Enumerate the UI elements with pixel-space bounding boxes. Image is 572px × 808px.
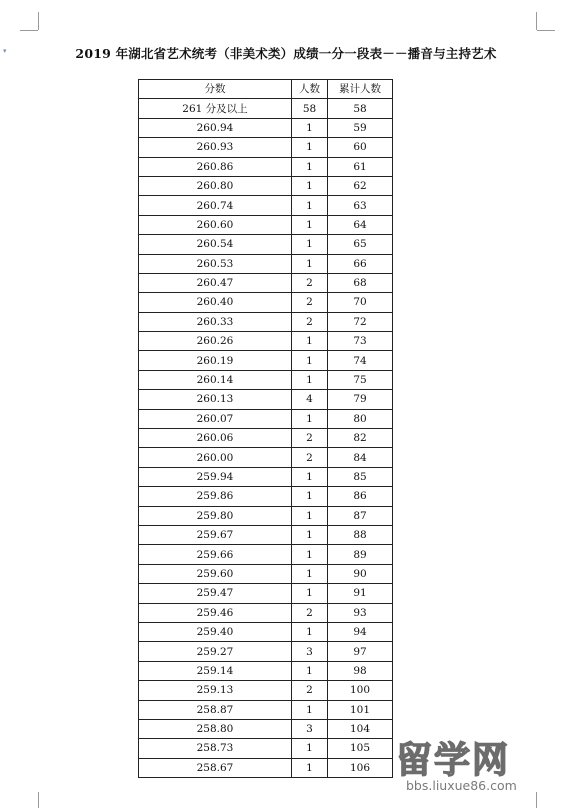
crop-mark-top-right xyxy=(536,12,537,30)
cumulative-cell: 75 xyxy=(328,370,393,389)
count-cell: 2 xyxy=(292,603,328,622)
score-cell: 260.40 xyxy=(139,293,292,312)
count-cell: 1 xyxy=(292,700,328,719)
score-cell: 259.40 xyxy=(139,622,292,641)
table-row xyxy=(139,273,393,292)
count-cell: 1 xyxy=(292,176,328,195)
table-row xyxy=(139,312,393,331)
header-score: 分数 xyxy=(139,80,292,99)
header-count: 人数 xyxy=(292,80,328,99)
table-row xyxy=(139,196,393,215)
score-cell: 260.60 xyxy=(139,215,292,234)
count-cell: 1 xyxy=(292,118,328,137)
count-cell: 1 xyxy=(292,215,328,234)
paragraph-marker-icon: ▾ xyxy=(3,47,7,55)
table-row xyxy=(139,681,393,700)
crop-mark-top-right xyxy=(537,30,555,31)
table-row xyxy=(139,215,393,234)
score-cell: 259.27 xyxy=(139,642,292,661)
score-cell: 260.93 xyxy=(139,138,292,157)
cumulative-cell: 80 xyxy=(328,409,393,428)
table-row xyxy=(139,293,393,312)
crop-mark-top-left xyxy=(38,12,39,30)
table-row xyxy=(139,603,393,622)
count-cell: 2 xyxy=(292,429,328,448)
cumulative-cell: 85 xyxy=(328,467,393,486)
crop-mark-bottom-left xyxy=(38,792,39,808)
table-row xyxy=(139,487,393,506)
score-cell: 259.60 xyxy=(139,564,292,583)
score-cell: 260.47 xyxy=(139,273,292,292)
score-cell: 259.94 xyxy=(139,467,292,486)
count-cell: 1 xyxy=(292,525,328,544)
site-watermark xyxy=(396,732,572,808)
count-cell: 1 xyxy=(292,351,328,370)
table-row xyxy=(139,545,393,564)
cumulative-cell: 74 xyxy=(328,351,393,370)
count-cell: 1 xyxy=(292,487,328,506)
count-cell: 3 xyxy=(292,719,328,738)
score-cell: 260.07 xyxy=(139,409,292,428)
table-row xyxy=(139,332,393,351)
count-cell: 2 xyxy=(292,681,328,700)
count-cell: 1 xyxy=(292,584,328,603)
count-cell: 2 xyxy=(292,448,328,467)
score-cell: 260.00 xyxy=(139,448,292,467)
count-cell: 1 xyxy=(292,157,328,176)
cumulative-cell: 101 xyxy=(328,700,393,719)
count-cell: 1 xyxy=(292,235,328,254)
cumulative-cell: 90 xyxy=(328,564,393,583)
cumulative-cell: 61 xyxy=(328,157,393,176)
count-cell: 1 xyxy=(292,370,328,389)
cumulative-cell: 63 xyxy=(328,196,393,215)
cumulative-cell: 68 xyxy=(328,273,393,292)
table-row xyxy=(139,118,393,137)
score-distribution-table xyxy=(138,79,393,778)
cumulative-cell: 88 xyxy=(328,525,393,544)
cumulative-cell: 89 xyxy=(328,545,393,564)
table-row xyxy=(139,467,393,486)
score-cell: 259.14 xyxy=(139,661,292,680)
count-cell: 2 xyxy=(292,293,328,312)
count-cell: 58 xyxy=(292,99,328,118)
cumulative-cell: 93 xyxy=(328,603,393,622)
count-cell: 4 xyxy=(292,390,328,409)
table-row xyxy=(139,642,393,661)
score-cell: 261 分及以上 xyxy=(139,99,292,118)
cumulative-cell: 105 xyxy=(328,739,393,758)
count-cell: 1 xyxy=(292,564,328,583)
score-cell: 260.80 xyxy=(139,176,292,195)
score-cell: 259.66 xyxy=(139,545,292,564)
cumulative-cell: 94 xyxy=(328,622,393,641)
score-cell: 258.80 xyxy=(139,719,292,738)
cumulative-cell: 70 xyxy=(328,293,393,312)
score-cell: 258.87 xyxy=(139,700,292,719)
score-cell: 260.74 xyxy=(139,196,292,215)
score-cell: 259.80 xyxy=(139,506,292,525)
count-cell: 1 xyxy=(292,196,328,215)
cumulative-cell: 65 xyxy=(328,235,393,254)
cumulative-cell: 84 xyxy=(328,448,393,467)
watermark-url: bbs.liuxue86.com xyxy=(406,778,517,793)
cumulative-cell: 104 xyxy=(328,719,393,738)
table-row xyxy=(139,99,393,118)
count-cell: 3 xyxy=(292,642,328,661)
cumulative-cell: 64 xyxy=(328,215,393,234)
count-cell: 2 xyxy=(292,312,328,331)
count-cell: 1 xyxy=(292,138,328,157)
table-row xyxy=(139,157,393,176)
score-cell: 259.46 xyxy=(139,603,292,622)
score-cell: 260.06 xyxy=(139,429,292,448)
table-row xyxy=(139,254,393,273)
table-row xyxy=(139,758,393,777)
cumulative-cell: 100 xyxy=(328,681,393,700)
table-row xyxy=(139,661,393,680)
cumulative-cell: 66 xyxy=(328,254,393,273)
document-title: 2019 年湖北省艺术统考（非美术类）成绩一分一段表－－播音与主持艺术 xyxy=(75,46,497,61)
table-row xyxy=(139,622,393,641)
table-row xyxy=(139,390,393,409)
cumulative-cell: 62 xyxy=(328,176,393,195)
count-cell: 2 xyxy=(292,273,328,292)
cumulative-cell: 91 xyxy=(328,584,393,603)
table-row xyxy=(139,739,393,758)
cumulative-cell: 73 xyxy=(328,332,393,351)
table-header-row xyxy=(139,80,393,99)
cumulative-cell: 60 xyxy=(328,138,393,157)
count-cell: 1 xyxy=(292,409,328,428)
score-cell: 258.67 xyxy=(139,758,292,777)
table-row xyxy=(139,506,393,525)
table-row xyxy=(139,429,393,448)
count-cell: 1 xyxy=(292,332,328,351)
count-cell: 1 xyxy=(292,506,328,525)
table-row xyxy=(139,564,393,583)
table-row xyxy=(139,525,393,544)
cumulative-cell: 59 xyxy=(328,118,393,137)
table-row xyxy=(139,584,393,603)
crop-mark-top-left xyxy=(20,30,38,31)
cumulative-cell: 98 xyxy=(328,661,393,680)
cumulative-cell: 106 xyxy=(328,758,393,777)
count-cell: 1 xyxy=(292,545,328,564)
score-cell: 259.67 xyxy=(139,525,292,544)
score-cell: 260.54 xyxy=(139,235,292,254)
watermark-logo: 留学网 xyxy=(396,740,511,781)
cumulative-cell: 86 xyxy=(328,487,393,506)
score-cell: 260.53 xyxy=(139,254,292,273)
table-row xyxy=(139,138,393,157)
score-cell: 260.33 xyxy=(139,312,292,331)
table-row xyxy=(139,700,393,719)
score-cell: 260.26 xyxy=(139,332,292,351)
table-body xyxy=(139,99,393,778)
score-cell: 259.86 xyxy=(139,487,292,506)
count-cell: 1 xyxy=(292,758,328,777)
cumulative-cell: 82 xyxy=(328,429,393,448)
count-cell: 1 xyxy=(292,661,328,680)
score-cell: 260.86 xyxy=(139,157,292,176)
table-row xyxy=(139,719,393,738)
cumulative-cell: 79 xyxy=(328,390,393,409)
cumulative-cell: 87 xyxy=(328,506,393,525)
count-cell: 1 xyxy=(292,467,328,486)
table-row xyxy=(139,448,393,467)
table-row xyxy=(139,351,393,370)
count-cell: 1 xyxy=(292,739,328,758)
table-row xyxy=(139,176,393,195)
table-row xyxy=(139,409,393,428)
cumulative-cell: 97 xyxy=(328,642,393,661)
score-cell: 258.73 xyxy=(139,739,292,758)
count-cell: 1 xyxy=(292,622,328,641)
count-cell: 1 xyxy=(292,254,328,273)
score-cell: 260.13 xyxy=(139,390,292,409)
score-cell: 259.13 xyxy=(139,681,292,700)
table-row xyxy=(139,235,393,254)
score-cell: 259.47 xyxy=(139,584,292,603)
score-cell: 260.94 xyxy=(139,118,292,137)
table-row xyxy=(139,370,393,389)
cumulative-cell: 58 xyxy=(328,99,393,118)
score-cell: 260.14 xyxy=(139,370,292,389)
score-cell: 260.19 xyxy=(139,351,292,370)
cumulative-cell: 72 xyxy=(328,312,393,331)
header-cumulative: 累计人数 xyxy=(328,80,393,99)
